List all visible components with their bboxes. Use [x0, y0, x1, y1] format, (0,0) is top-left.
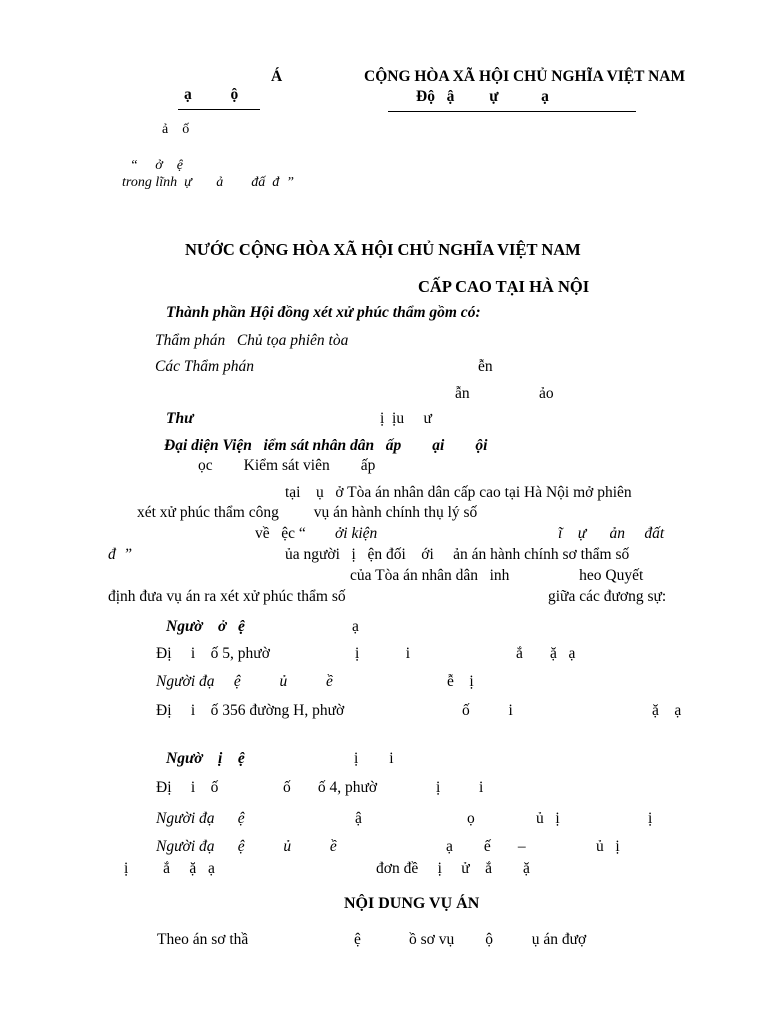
body-line-5: của Tòa án nhân dân inh heo Quyết — [350, 567, 644, 584]
plaintiff-rep-address-c: ặ ạ — [652, 702, 682, 719]
court-header-line2: ạ ộ — [184, 86, 239, 103]
body-line-1: tại ụ ở Tòa án nhân dân cấp cao tại Hà Nội mở phiên — [285, 484, 632, 501]
plaintiff-label: Ngườ ở ệ — [166, 618, 245, 635]
presiding-judge: Thẩm phán Chủ tọa phiên tòa — [155, 332, 349, 349]
plaintiff-address-b: ị i — [355, 645, 411, 662]
judge-name-2a: ẫn — [455, 385, 470, 402]
body-line-6b: giữa các đương sự: — [548, 588, 667, 605]
defendant-rep2-c: ủ ị — [596, 838, 620, 855]
defendant-rep1-e: ị — [648, 810, 653, 827]
defendant-rep1-b: ậ — [355, 810, 362, 827]
court-title: CẤP CAO TẠI HÀ NỘI — [418, 277, 590, 296]
section-title: NỘI DUNG VỤ ÁN — [344, 895, 480, 912]
section-line-1c: ồ sơ vụ ộ ụ án đượ — [409, 931, 587, 948]
defendant-rep1-label: Người đạ ệ — [156, 810, 245, 827]
defendant-address-a: Đị i ố — [156, 779, 219, 796]
case-number: ả ố — [162, 122, 190, 137]
plaintiff-rep-address-a: Đị i ố 356 đường H, phườ — [156, 702, 345, 719]
defendant-address-c: ị i — [436, 779, 484, 796]
section-line-1a: Theo án sơ thầ — [157, 931, 249, 948]
body-line-6a: định đưa vụ án ra xét xử phúc thẩm số — [108, 588, 346, 605]
national-motto: CỘNG HÒA XÃ HỘI CHỦ NGHĨA VIỆT NAM — [364, 68, 686, 85]
defendant-name: ị i — [354, 750, 394, 767]
slogan-underline — [388, 111, 636, 112]
procuracy-prosecutor: ọc Kiểm sát viên ấp — [198, 457, 376, 474]
panel-heading: Thành phần Hội đồng xét xử phúc thẩm gồm có: — [166, 304, 481, 321]
body-line-3a: về ệc “ — [255, 525, 306, 542]
judge-name-2b: ảo — [539, 385, 554, 402]
plaintiff-address-c: ắ ặ ạ — [516, 645, 576, 662]
defendant-rep1-c: ọ — [467, 810, 475, 827]
body-line-2: xét xử phúc thẩm công vụ án hành chính thụ lý số — [137, 504, 478, 521]
body-line-4a: đ ” — [108, 546, 133, 563]
clerk-name: ị ịu ư — [380, 410, 432, 427]
defendant-rep2-line2b: đơn đề ị ử ắ ặ — [376, 860, 530, 877]
defendant-rep2-line2a: ị ắ ặ ạ — [124, 860, 215, 877]
plaintiff-rep-label: Người đạ ệ ủ ề — [156, 673, 333, 690]
plaintiff-address-a: Đị i ố 5, phườ — [156, 645, 270, 662]
defendant-rep2-b: ạ ế – — [446, 838, 526, 855]
document-title: NƯỚC CỘNG HÒA XÃ HỘI CHỦ NGHĨA VIỆT NAM — [185, 240, 581, 259]
defendant-label: Ngườ ị ệ — [166, 750, 245, 767]
judges-label: Các Thẩm phán — [155, 358, 255, 375]
clerk-label: Thư — [166, 410, 194, 427]
defendant-rep2-label: Người đạ ệ ủ ề — [156, 838, 337, 855]
body-line-3b: ởi kiện — [335, 525, 378, 542]
court-header-underline — [178, 109, 260, 110]
body-line-3c: ĩ ự ản đất — [558, 525, 665, 542]
case-subject-line1: “ ở ệ — [130, 158, 183, 173]
section-line-1b: ệ — [354, 931, 361, 948]
procuracy-label: Đại diện Viện iểm sát nhân dân ấp ại ội — [164, 437, 488, 454]
national-slogan: Độ ậ ự ạ — [416, 88, 549, 105]
body-line-4b: ủa người ị ện đối ới ản án hành chính sơ thẩm số — [285, 546, 630, 563]
plaintiff-rep-name: ễ ị — [447, 673, 474, 690]
case-subject-line2: trong lĩnh ự ả đấ đ ” — [122, 175, 295, 190]
defendant-address-b: ố ố 4, phườ — [283, 779, 378, 796]
plaintiff-name: ạ — [352, 618, 359, 635]
defendant-rep1-d: ủ ị — [536, 810, 560, 827]
judge-name-1: ễn — [478, 358, 493, 375]
court-header-line1: Á — [271, 68, 283, 85]
plaintiff-rep-address-b: ố i — [462, 702, 513, 719]
